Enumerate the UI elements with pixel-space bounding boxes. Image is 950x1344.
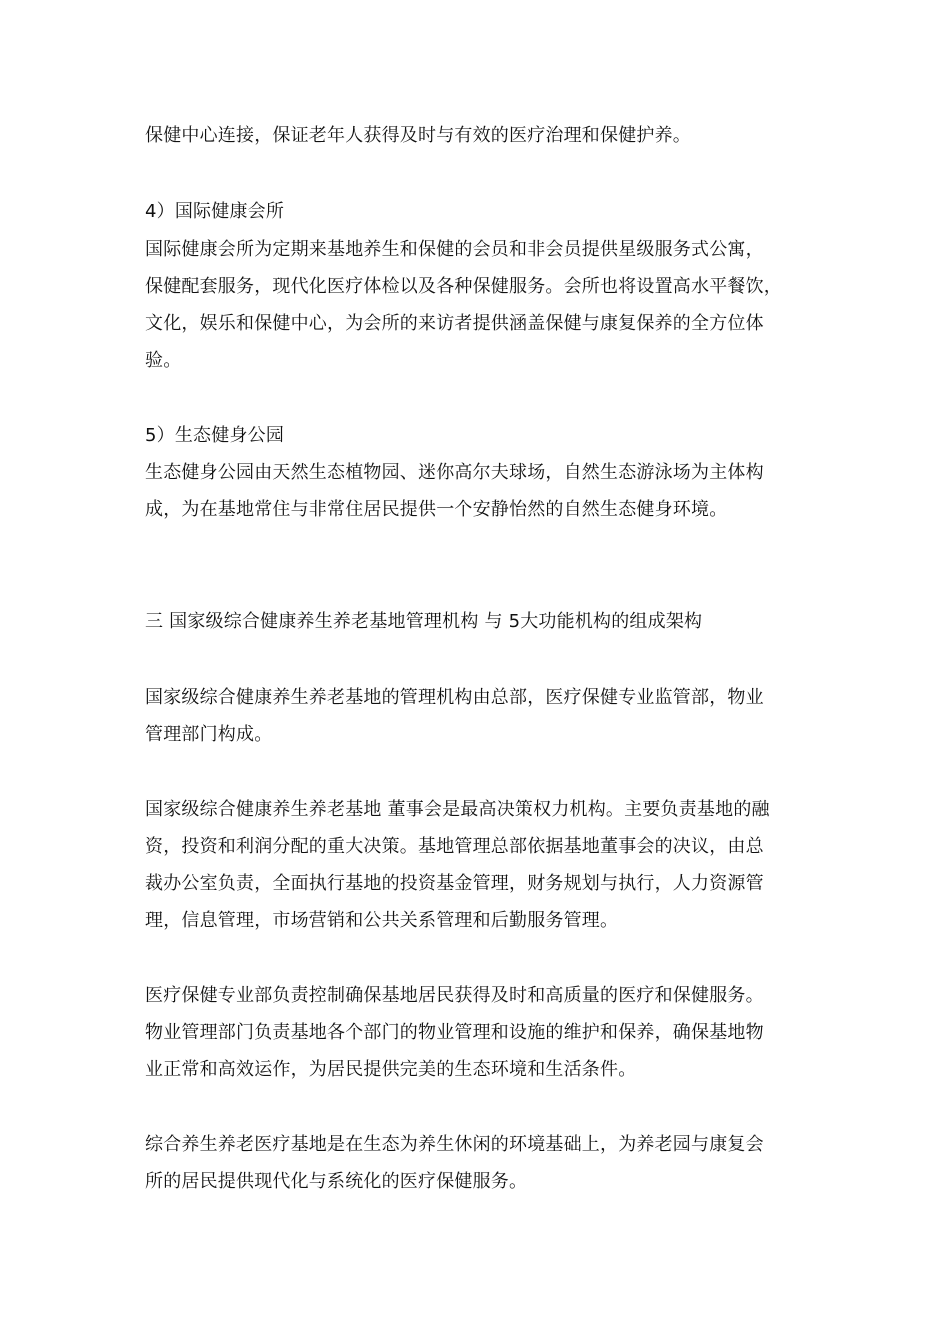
section5-line: 生态健身公园由天然生态植物园、迷你高尔夫球场，自然生态游泳场为主体构 xyxy=(145,462,764,483)
intro-tail-line: 保健中心连接，保证老年人获得及时与有效的医疗治理和保健护养。 xyxy=(145,125,691,146)
part3-para2-line: 理，信息管理，市场营销和公共关系管理和后勤服务管理。 xyxy=(145,910,619,931)
part3-para2-line: 资，投资和利润分配的重大决策。基地管理总部依据基地董事会的决议，由总 xyxy=(145,836,764,857)
part3-para2-line: 裁办公室负责，全面执行基地的投资基金管理，财务规划与执行，人力资源管 xyxy=(145,873,764,894)
part3-heading: 三 国家级综合健康养生养老基地管理机构 与 5大功能机构的组成架构 xyxy=(145,611,703,632)
part3-para3-line: 医疗保健专业部负责控制确保基地居民获得及时和高质量的医疗和保健服务。 xyxy=(145,985,764,1006)
section4-line: 验。 xyxy=(145,350,182,371)
part3-para4-line: 综合养生养老医疗基地是在生态为养生休闲的环境基础上，为养老园与康复会 xyxy=(145,1134,764,1155)
section4-line: 保健配套服务，现代化医疗体检以及各种保健服务。会所也将设置高水平餐饮， xyxy=(145,276,782,297)
part3-para3-line: 业正常和高效运作，为居民提供完美的生态环境和生活条件。 xyxy=(145,1059,637,1080)
section5-heading: 5）生态健身公园 xyxy=(145,425,285,446)
section5-line: 成，为在基地常住与非常住居民提供一个安静怡然的自然生态健身环境。 xyxy=(145,499,728,520)
part3-para2-line: 国家级综合健康养生养老基地 董事会是最高决策权力机构。主要负责基地的融 xyxy=(145,799,770,820)
section4-line: 文化，娱乐和保健中心，为会所的来访者提供涵盖保健与康复保养的全方位体 xyxy=(145,313,764,334)
part3-para1-line: 国家级综合健康养生养老基地的管理机构由总部，医疗保健专业监管部，物业 xyxy=(145,687,764,708)
part3-para4-line: 所的居民提供现代化与系统化的医疗保健服务。 xyxy=(145,1171,528,1192)
part3-para3-line: 物业管理部门负责基地各个部门的物业管理和设施的维护和保养，确保基地物 xyxy=(145,1022,764,1043)
section4-heading: 4）国际健康会所 xyxy=(145,201,285,222)
section4-line: 国际健康会所为定期来基地养生和保健的会员和非会员提供星级服务式公寓， xyxy=(145,239,764,260)
part3-para1-line: 管理部门构成。 xyxy=(145,724,273,745)
